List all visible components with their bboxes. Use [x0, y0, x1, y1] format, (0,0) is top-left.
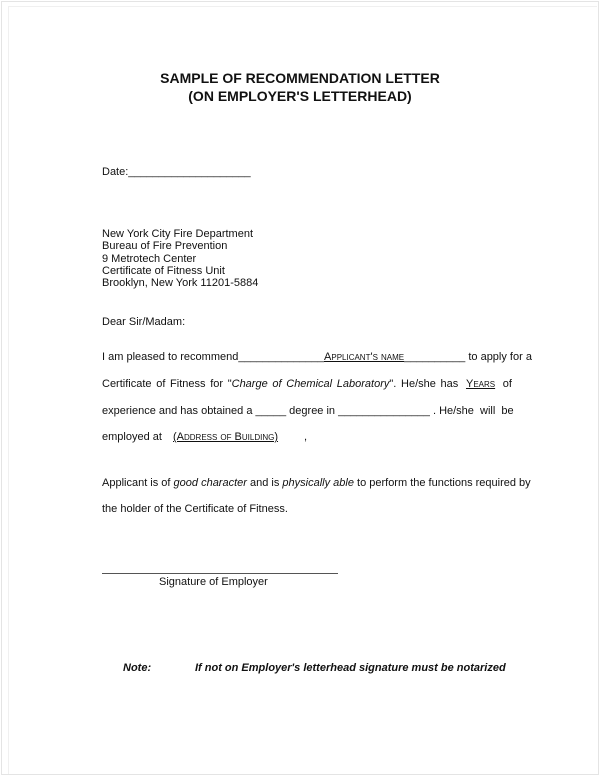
paragraph-2-line-2: the holder of the Certificate of Fitness.	[102, 503, 288, 515]
paragraph-1-line-4	[102, 431, 307, 443]
paragraph-1-line-2	[102, 378, 512, 390]
note-label: Note:	[123, 662, 152, 674]
text: I am pleased to recommend	[102, 351, 239, 363]
recipient-address	[102, 228, 258, 289]
paragraph-1-line-1	[102, 351, 532, 363]
text-italic: physically able	[282, 477, 354, 489]
document-title: SAMPLE OF RECOMMENDATION LETTER	[160, 70, 440, 86]
document-subtitle: (ON EMPLOYER'S LETTERHEAD)	[188, 88, 412, 104]
date-label: Date:	[102, 166, 129, 178]
text: employed at	[102, 431, 162, 443]
text: .	[432, 405, 436, 417]
address-of-building-field	[165, 431, 304, 443]
years-field: Years	[465, 378, 496, 390]
address-line: 9 Metrotech Center	[102, 252, 197, 265]
address-line: Certificate of Fitness Unit	[102, 264, 225, 277]
text: ,	[304, 431, 308, 443]
address-line: Bureau of Fire Prevention	[102, 240, 228, 253]
text: Applicant is of	[102, 477, 174, 489]
text: to perform the functions required by	[353, 477, 531, 489]
signature-line	[102, 573, 338, 574]
paragraph-1-line-3	[102, 405, 512, 417]
text: of	[502, 378, 512, 390]
paragraph-2-line-1	[102, 477, 531, 489]
degree-blank: _____	[255, 405, 287, 417]
text-italic: good character	[173, 477, 247, 489]
text: to apply for a	[468, 351, 532, 363]
address-line: Brooklyn, New York 11201-5884	[102, 277, 259, 290]
applicant-name-field: Applicant's name	[324, 351, 405, 363]
blank: ______________	[238, 351, 325, 363]
blank: __________	[404, 351, 466, 363]
salutation: Dear Sir/Madam:	[102, 316, 186, 328]
signature-label: Signature of Employer	[159, 576, 268, 588]
text: He/she will be	[439, 405, 514, 417]
certificate-type: Charge of Chemical Laboratory	[231, 378, 390, 390]
text: ". He/she has	[389, 378, 459, 390]
address-line: New York City Fire Department	[102, 228, 253, 240]
date-blank: ____________________	[128, 166, 251, 178]
text: and is	[246, 477, 283, 489]
page-edge	[8, 6, 597, 774]
text: Certificate of Fitness for "	[102, 378, 232, 390]
text: degree in	[289, 405, 336, 417]
note-text: If not on Employer's letterhead signature must be notarized	[195, 662, 506, 674]
date-line	[102, 166, 251, 178]
address-field-text: (Address of Building)	[173, 431, 279, 443]
field-blank: _______________	[338, 405, 430, 417]
text: experience and has obtained a	[102, 405, 253, 417]
